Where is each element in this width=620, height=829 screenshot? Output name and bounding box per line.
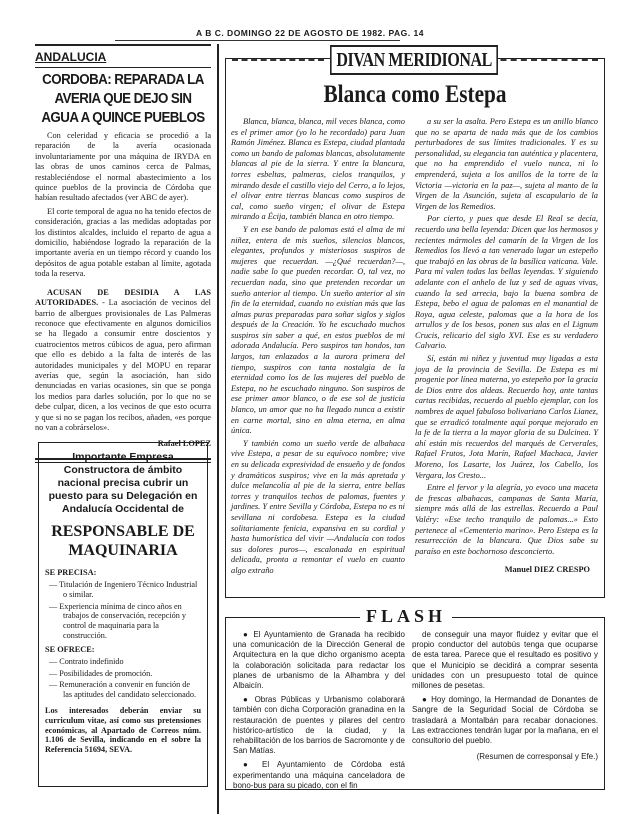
list-item: — Experiencia mínima de cinco años en trabajos de conservación, recepción y control de maquinaria para la construcción. [49,602,201,641]
divan-column-1 [231,117,405,579]
paragraph: Blanca, blanca, blanca, mil veces blanca, como es el primer amor (yo lo he recordado) para Juan Ramón Jiménez. Blanca es Estepa, ciudad plantada como un bando de palomas blancas, absolutamente blancas al pie de la sierra. Y entre la blancura, torres esbeltas, palmeras, cielos tranquilos, y mirando desde el castillo viejo del Cerro, a lo lejos, el olivar entre tierras blancas como suspiros de cal, como sueño virgen; el olivar de Estepa mirando a Écija, también blanca en otro tiempo. [231,117,405,222]
article-headline: CORDOBA: REPARADA LA AVERIA QUE DEJO SIN AGUA A QUINCE PUEBLOS [41,72,205,126]
flash-column-2 [412,630,598,762]
byline: Manuel DIEZ CRESPO [504,565,590,575]
column-divider [217,44,219,814]
ad-lead: Importante Empresa Constructora de ámbito nacional precisa cubrir un puesto para su Delegación en Andalucía Occidental de [48,451,198,515]
list-item: — Contrato indefinido [49,657,201,667]
paragraph: a su ser la asalta. Pero Estepa es un anillo blanco que no se aparta de nada más que de los cambios perturbadores de sus límites tradicionales. Y es su personalidad, su elegancia tan auténtica y placentera, que no ha emprendido el vuelo nunca, ni lo emprenderá, sujeta a los anillos de la torre de la Victoria —victoria en la paz—, sujeta al manto de la Virgen de la Asunción, sujeta al escapulario de la Virgen de los Remedios. [415,117,598,211]
news-brief: de conseguir una mayor fluidez y evitar que el propio conductor del autobús tenga que ocuparse de esta tarea. Parece que el resultado es positivo y que el Municipio se decidirá a comprar sesenta unidades con un presupuesto total de quince millones de pesetas. [412,630,598,691]
news-brief: ● El Ayuntamiento de Granada ha recibido una comunicación de la Dirección General de Arquitectura en la que dicho organismo acepta la colaboración solicitada para redactar los planes de urbanismo de la Alhambra y del Albaicín. [233,630,405,691]
job-advertisement [38,442,208,787]
top-rule [35,44,211,46]
flash-column-1 [233,630,405,795]
divan-column-2 [415,117,598,576]
source-credit: (Resumen de corresponsal y Efe.) [476,752,598,762]
list-item: — Remuneración a convenir en función de las aptitudes del candidato seleccionado. [49,680,201,700]
paragraph: Sí, están mi niñez y juventud muy ligadas a esta joya de la provincia de Sevilla. De Estepa es mi progenie por línea materna, yo estepeño por la gracia de Dios entre dos aldeas. Recuerdo hoy, ante tantas cartas recibidas, recuerdo al pueblo ejemplar, con los nombres de aquel fabuloso bolivariano Carlos Lianez, que se erradicó totalmente aquí porque mejorado en la fe de la tierra a la mayor gloria de su Dulcinea. Y ahí están mis recuerdos del marqués de Cerverales, Rafael Frutos, Jota Marín, Rafael Machaca, Javier Moreno, los Lasarte, los Juárez, los Cabello, los Vergara, los Cresto... [415,354,598,480]
paragraph: Entre el fervor y la alegría, yo evoco una maceta de frescas albahacas, campanas de Santa María, siempre más allá de las estrellas. Recuerdo a Paul Valéry: «Ese techo tranquilo de palomas...» Esto pertenece al «Cementerio marino». Pero Estepa es la resurrección de la blancura. Que Dios sabe su paraíso en este bochornoso desconcierto. [415,483,598,556]
decorative-rule [232,59,324,61]
runin-heading: ACUSAN DE DESIDIA A LAS AUTORIDADES. [35,287,211,308]
paragraph-text: - La asociación de vecinos del barrio de albergues provisionales de Las Palmeras reconoce que efectivamente en algunos domicilios se ha llegado a consumir entre doscientos y cuatrocientos metros cúbicos de agua, pero afirman que ello es debido a la falta de interés de las autoridades municipales y del MOPU en reparar averías que, según la asociación, han sido denunciadas en varias ocasiones, sin que se ponga los medios para darles solución, por lo que no se debe culpar, dicen, a los vecinos de que esto ocurra y que si no se pagan los recibos, añaden, «es porque no van a cobrárselos». [35,298,211,432]
list-item: — Posibilidades de promoción. [49,669,201,679]
byline: Rafael LOPEZ [157,439,211,449]
ad-footer: Los interesados deberán enviar su curriculum vitae, así como sus pretensiones económicas, al Apartado de Correos núm. 1.106 de Sevilla, indicando en el sobre la Referencia 51694, SEVA. [45,705,201,755]
paragraph: Y también como un sueño verde de albahaca vive Estepa, a pesar de su equívoco nombre; vive en su delicada expresividad de ensueño y de fondos y dramáticos suspiros; vive en la más apretada y dulce melancolía al pie de la sierra, entre bellas torres y tranquilos techos de palomas, fuentes y jardines. Y entre Sevilla y Córdoba, Estepa no es ni sevillana ni cordobesa. Estepa es la ciudad solitariamente fenicia, expansiva en su cordial y hasta humorística del vivir —Andalucía con todos sus dolores puros—, escalonada en espiritual delicada, pronta a remontar el vuelo en cuanto algo extraño [231,438,405,575]
ad-title: RESPONSABLE DE MAQUINARIA [51,523,195,559]
offers-list [45,657,201,700]
masthead: A B C. DOMINGO 22 DE AGOSTO DE 1982. PAG. 14 [196,28,424,38]
paragraph [35,288,211,434]
news-brief: ● El Ayuntamiento de Córdoba está experimentando una máquina canceladora de bono-bus para su picado, con el fin [233,760,405,790]
andalucia-article [35,44,211,463]
offers-label: SE OFRECE: [45,644,95,654]
article-title: Blanca como Estepa [323,81,507,108]
paragraph: Con celeridad y eficacia se procedió a la reparación de la avería ocasionada involuntariamente por una máquina de IRYDA en las obras de unos caminos cerca de Palmas, restableciéndose el normal abastecimiento a los quince pueblos de la provincia de Córdoba que habían resultado afectados (ver ABC de ayer). [35,131,211,203]
news-brief: ● Hoy domingo, la Hermandad de Donantes de Sangre de la Seguridad Social de Córdoba se trasladará a Montalbán para recabar donaciones. Las extracciones tendrán lugar por la mañana, en el consultorio del pueblo. [412,695,598,746]
paragraph: Por cierto, y pues que desde El Real se decía, recuerdo una bella leyenda: Dicen que los hermosos y recientes mármoles del camarín de la Virgen de los Remedios los llevó a tan venerado lugar un estepeño que trabajó en las obras de la basílica vaticana. Vale. Para mí valen todas las bellas leyendas. Y siguiendo adelante con el anhelo de luz y sed de aguas vivas, cuando la sed arrecia, bajo la buena sombra de Estepa, bebo el agua de palomas en el manantial de Roya, agua celeste, palomas que a la hora de los arrullos y de los besos, ponen sus alas en el Lignum Crucis, relicario del siglo XVI. Ese es su verdadero Calvario. [415,214,598,351]
column-tag: DIVAN MERIDIONAL [330,45,498,75]
section-label: ANDALUCIA [35,50,211,68]
paragraph: Y en ese bando de palomas está el alma de mi niñez, entera de mis sueños, silencios blancos, elegantes, profundos y misteriosos suspiros de mujeres que recuerdan. —¿Qué recuerdan?—, nadie sabe lo que pueden recordar. O, tal vez, no recuerdan nada, sino que pretenden recordar un sueño anterior al tiempo. Un sueño anterior al sin fin de la eternidad, cuando no existían más que las almas puras preparadas para soñar siglos y siglos después de la Creación. Yo he escuchado muchos suspiros sin saber a qué, en estos pueblos de mi adorada Andalucía. Pero suspiros tan hondos, tan largos, tan enlazados a la aurora primera del tiempo, suspiros con tanta nostalgia de la eternidad como los de las mujeres del pueblo de Estepa, no he escuchado ninguno. Son suspiros de ese primer amor blanco, o de ese sol de justicia blanco, un amor que no ha llegado nunca a existir en carne mortal, sino en alma eterna, en alma única. [231,224,405,436]
paragraph: El corte temporal de agua no ha tenido efectos de consideración, gracias a las medidas adoptadas por los distintos alcaldes, incluido el reparto de agua a domicilio, habiéndose logrado la reparación de la importante avería en un tiempo récord y cuando los depósitos de agua potable estaban al límite, agotada toda la reserva. [35,206,211,279]
masthead-rule [115,40,400,41]
requirements-list [45,580,201,641]
news-brief: ● Obras Públicas y Urbanismo colaborará también con dicha Corporación granadina en la restauración de puentes y pilares del centro histórico-artístico de la ciudad, y la rehabilitación de los barrios de Sacromonte y de San Matías. [233,695,405,756]
list-item: — Titulación de Ingeniero Técnico Industrial o similar. [49,580,201,600]
article-body [35,131,211,433]
flash-title: FLASH [360,606,452,627]
requirements-label: SE PRECISA: [45,568,97,577]
